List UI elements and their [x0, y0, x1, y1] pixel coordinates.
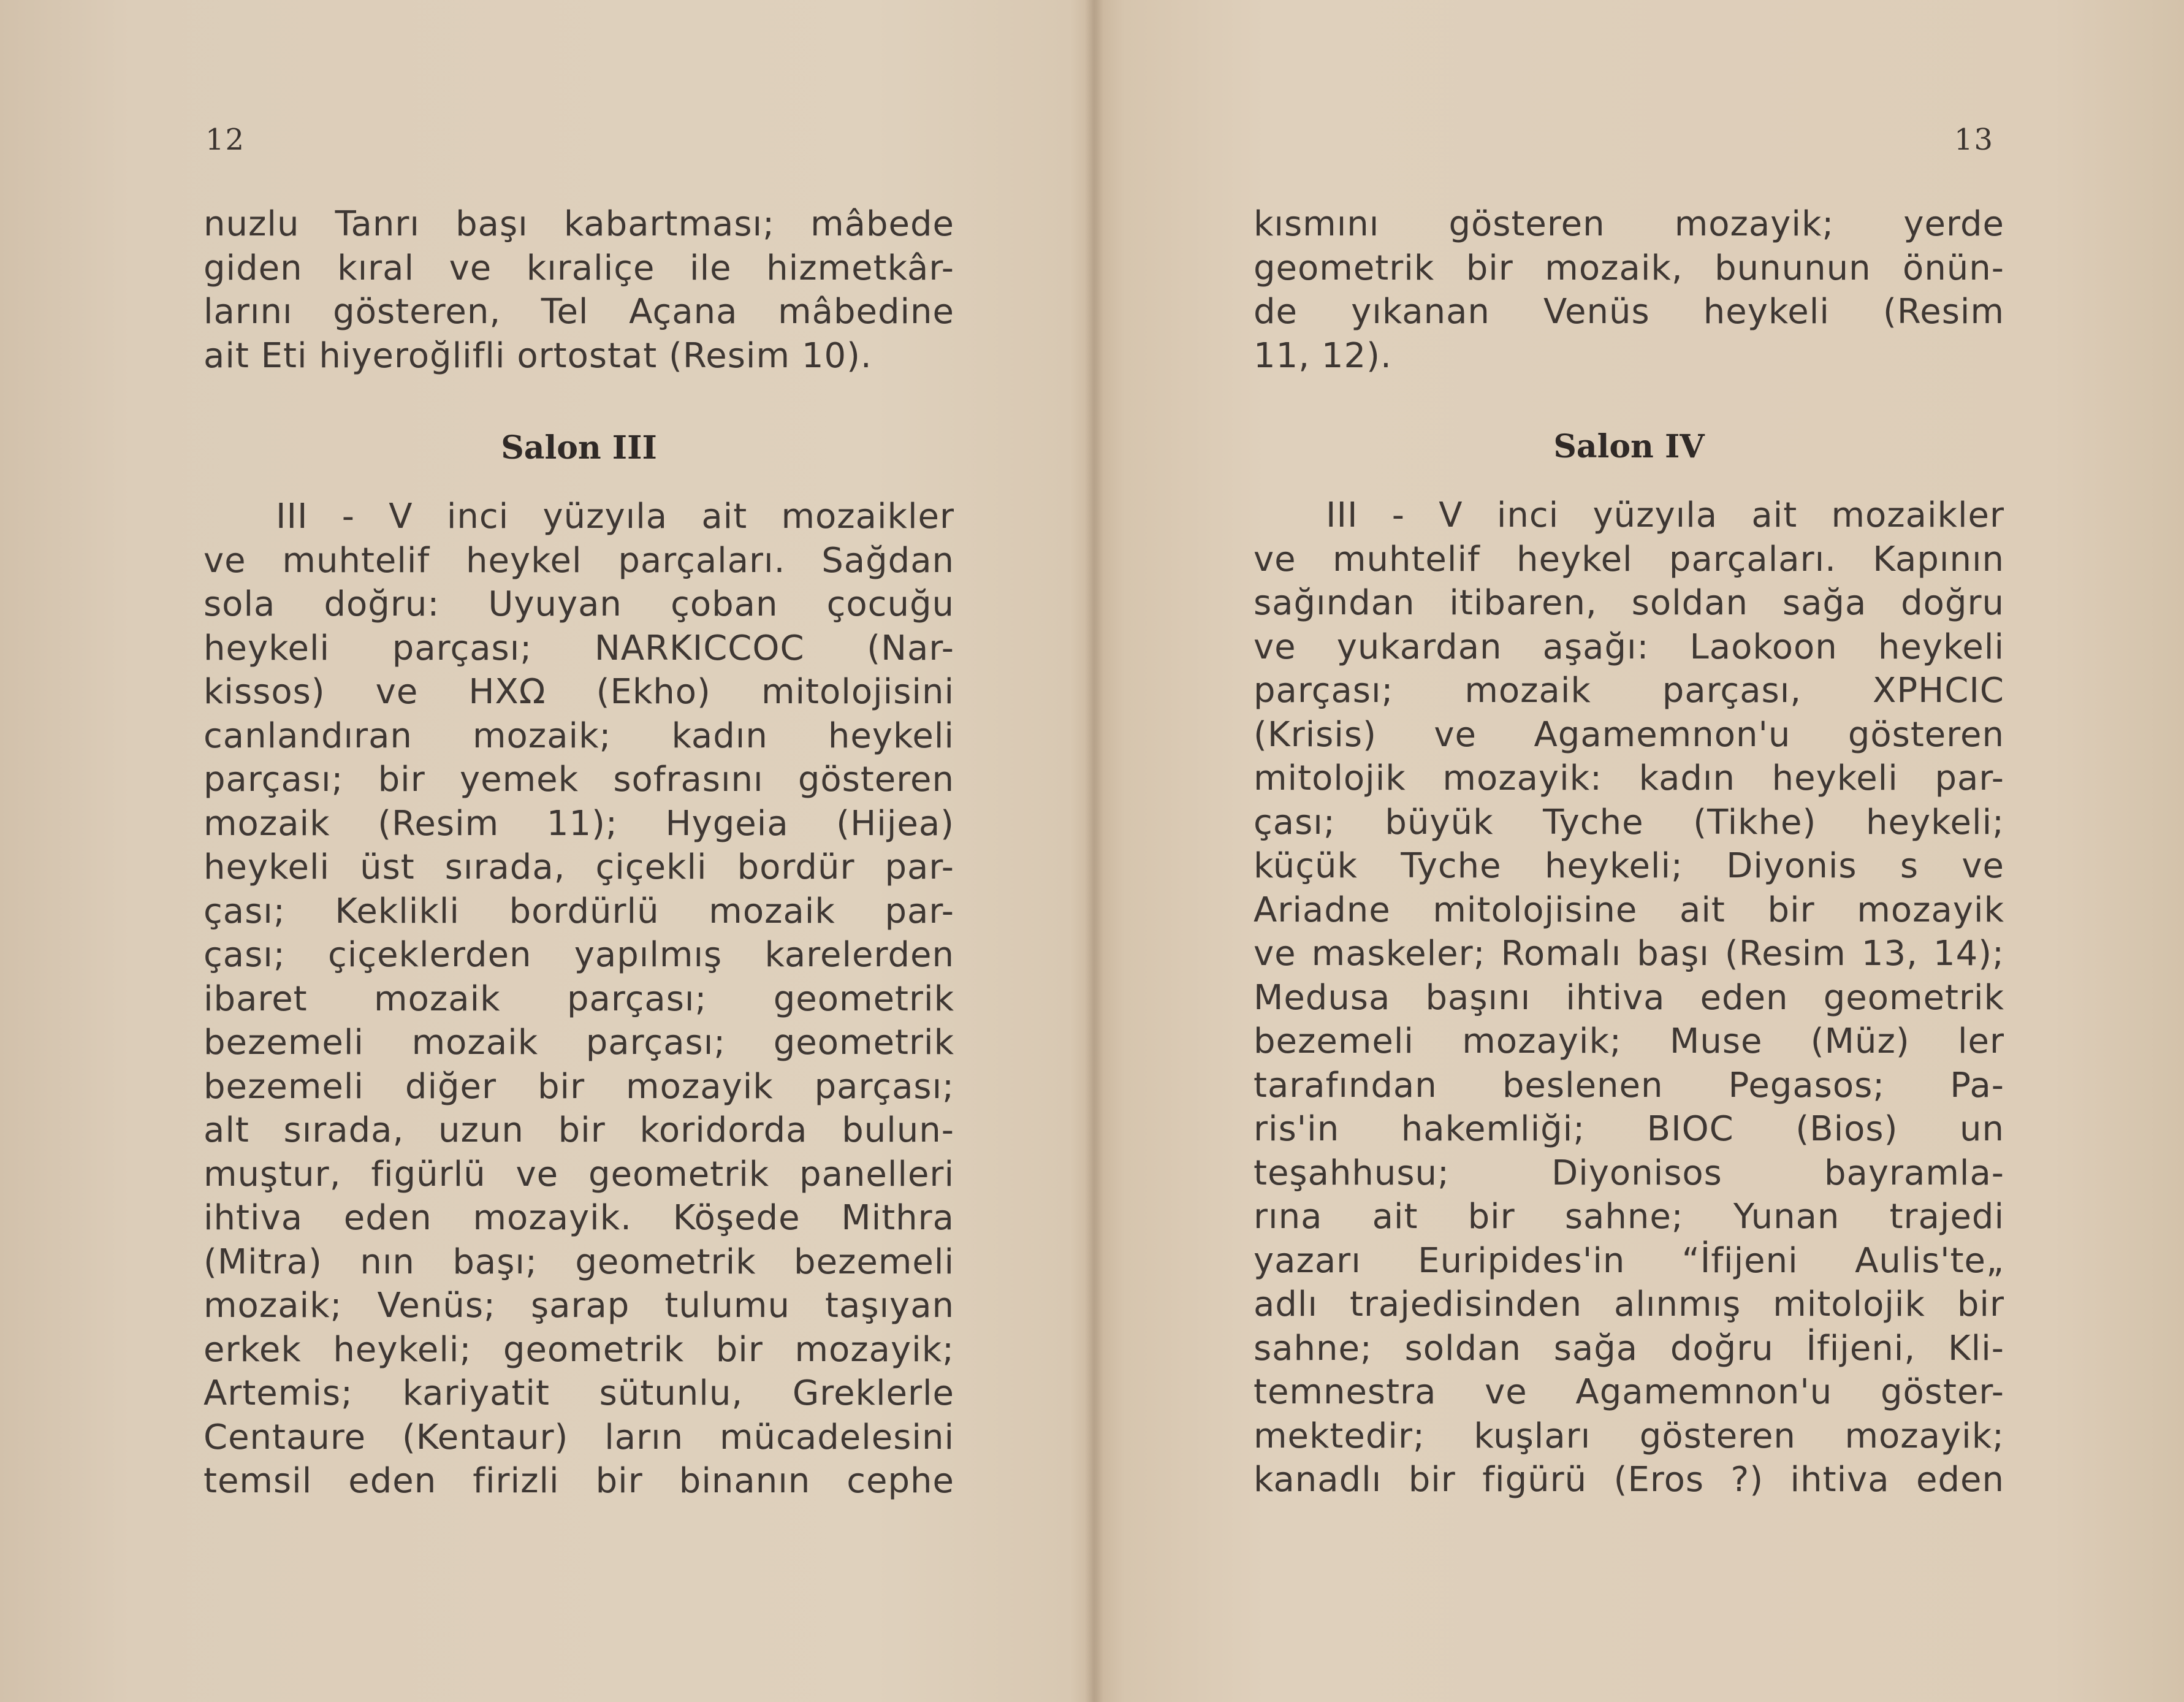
text-line: de yıkanan Venüs heykeli (Resim	[1254, 292, 2004, 332]
text-line: yazarı Euripides'in “İfijeni Aulis'te„	[1254, 1240, 2004, 1281]
text-line: alt sırada, uzun bir koridorda bulun-	[204, 1110, 954, 1150]
right-page	[1103, 0, 2184, 1702]
left-body-paragraph	[204, 495, 954, 1503]
text-line: Medusa başını ihtiva eden geometrik	[1254, 977, 2004, 1018]
text-line: temsil eden firizli bir binanın cephe	[204, 1461, 954, 1501]
left-section-heading: Salon III	[501, 429, 657, 467]
right-body-paragraph	[1254, 494, 2004, 1502]
text-line: bezemeli diğer bir mozayik parçası;	[204, 1066, 954, 1107]
text-line: canlandıran mozaik; kadın heykeli	[204, 716, 954, 756]
left-page	[0, 0, 1085, 1702]
text-line: nuzlu Tanrı başı kabartması; mâbede	[204, 204, 954, 244]
text-line: Ariadne mitolojisine ait bir mozayik	[1254, 890, 2004, 930]
text-line: adlı trajedisinden alınmış mitolojik bir	[1254, 1284, 2004, 1324]
text-line: mektedir; kuşları gösteren mozayik;	[1254, 1416, 2004, 1456]
text-line: küçük Tyche heykeli; Diyonis s ve	[1254, 846, 2004, 886]
right-section-heading: Salon IV	[1553, 428, 1705, 465]
text-line: (Krisis) ve Agamemnon'u gösteren	[1254, 714, 2004, 755]
right-page-number: 13	[1954, 123, 1995, 157]
text-line: larını gösteren, Tel Açana mâbedine	[204, 292, 954, 332]
text-line: mozaik; Venüs; şarap tulumu taşıyan	[204, 1286, 954, 1326]
text-line: mitolojik mozayik: kadın heykeli par-	[1254, 758, 2004, 798]
text-line: ibaret mozaik parçası; geometrik	[204, 979, 954, 1019]
text-line: ve muhtelif heykel parçaları. Sağdan	[204, 540, 954, 581]
text-line: erkek heykeli; geometrik bir mozayik;	[204, 1329, 954, 1370]
text-line: ve muhtelif heykel parçaları. Kapının	[1254, 539, 2004, 579]
text-line: teşahhusu; Diyonisos bayramla-	[1254, 1153, 2004, 1193]
text-line: parçası; bir yemek sofrasını gösteren	[204, 760, 954, 799]
text-line: mozaik (Resim 11); Hygeia (Hijea)	[204, 803, 954, 844]
right-intro-paragraph	[1254, 202, 2004, 378]
text-line: muştur, figürlü ve geometrik panelleri	[204, 1154, 954, 1194]
text-line: giden kıral ve kıraliçe ile hizmetkâr-	[204, 248, 954, 288]
text-line: rına ait bir sahne; Yunan trajedi	[1254, 1197, 2004, 1237]
text-line: kısmını gösteren mozayik; yerde	[1254, 204, 2004, 244]
text-line: çası; çiçeklerden yapılmış karelerden	[204, 935, 954, 975]
text-line: sahne; soldan sağa doğru İfijeni, Kli-	[1254, 1328, 2004, 1368]
text-line: heykeli üst sırada, çiçekli bordür par-	[204, 847, 954, 887]
text-line: III - V inci yüzyıla ait mozaikler	[276, 497, 954, 536]
text-line: ait Eti hiyeroğlifli ortostat (Resim 10).	[204, 335, 872, 376]
book-gutter	[1085, 0, 1103, 1702]
text-line: Centaure (Kentaur) ların mücadelesini	[204, 1417, 954, 1457]
text-line: çası; büyük Tyche (Tikhe) heykeli;	[1254, 802, 2004, 842]
text-line: Artemis; kariyatit sütunlu, Greklerle	[204, 1373, 954, 1413]
text-line: ris'in hakemliği; BIOC (Bios) un	[1254, 1109, 2004, 1149]
text-line: geometrik bir mozaik, bununun önün-	[1254, 248, 2004, 288]
text-line: bezemeli mozayik; Muse (Müz) ler	[1254, 1021, 2004, 1061]
left-intro-paragraph	[204, 202, 954, 378]
text-line: tarafından beslenen Pegasos; Pa-	[1254, 1065, 2004, 1105]
text-line: kanadlı bir figürü (Eros ?) ihtiva eden	[1254, 1460, 2004, 1500]
text-line: (Mitra) nın başı; geometrik bezemeli	[204, 1242, 954, 1282]
text-line: sağından itibaren, soldan sağa doğru	[1254, 583, 2004, 623]
text-line: parçası; mozaik parçası, XPHCIC	[1254, 671, 2004, 711]
text-line: temnestra ve Agamemnon'u göster-	[1254, 1372, 2004, 1412]
text-line: sola doğru: Uyuyan çoban çocuğu	[204, 584, 954, 624]
text-line: III - V inci yüzyıla ait mozaikler	[1326, 495, 2004, 535]
text-line: ve maskeler; Romalı başı (Resim 13, 14);	[1254, 934, 2004, 974]
text-line: ve yukardan aşağı: Laokoon heykeli	[1254, 627, 2004, 667]
text-line: 11, 12).	[1254, 335, 1392, 376]
text-line: çası; Keklikli bordürlü mozaik par-	[204, 891, 954, 931]
left-page-number: 12	[205, 123, 246, 157]
text-line: heykeli parçası; NARKICCOC (Nar-	[204, 628, 954, 668]
text-line: ihtiva eden mozayik. Köşede Mithra	[204, 1198, 954, 1238]
text-line: bezemeli mozaik parçası; geometrik	[204, 1023, 954, 1063]
text-line: kissos) ve ΗΧΩ (Ekho) mitolojisini	[204, 672, 954, 712]
